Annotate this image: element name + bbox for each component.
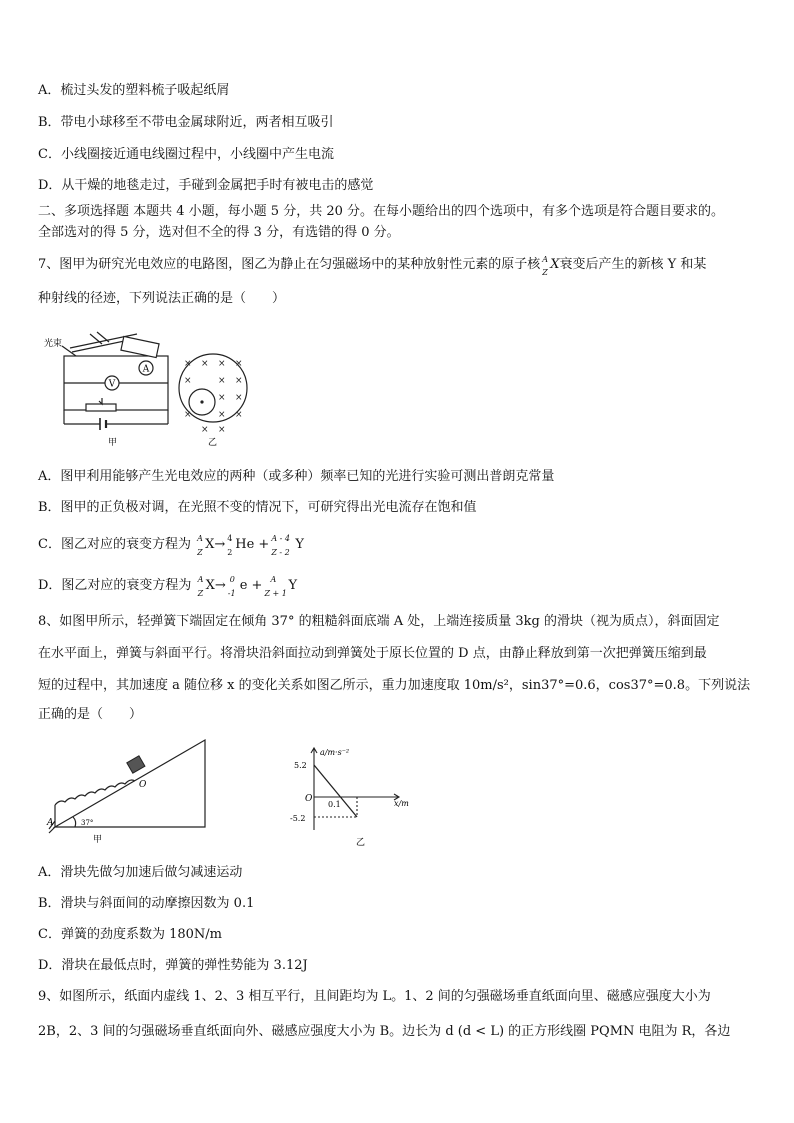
svg-text:×: × [218, 410, 226, 420]
q6-option-b: B．带电小球移至不带电金属球附近，两者相互吸引 [38, 115, 334, 130]
q8-stem-line4: 正确的是（ ） [38, 707, 143, 722]
svg-text:×: × [201, 359, 209, 369]
graph-origin: O [305, 794, 313, 804]
graph-y-label: a/m·s⁻² [320, 748, 350, 757]
graph-tick-bottom: -5.2 [290, 814, 306, 823]
q8-option-a: A．滑块先做匀加速后做匀减速运动 [38, 865, 243, 880]
q8-stem-line3: 短的过程中，其加速度 a 随位移 x 的变化关系如图乙所示，重力加速度取 10m/s²，sin37°=0.6，cos37°=0.8。下列说法 [38, 678, 751, 693]
spring-coil [55, 780, 135, 805]
q7-stem-line2: 种射线的径迹，下列说法正确的是（ ） [38, 291, 286, 306]
svg-text:×: × [235, 359, 243, 369]
q8-option-b: B．滑块与斜面间的动摩擦因数为 0.1 [38, 896, 255, 911]
svg-text:×: × [184, 359, 192, 369]
q8-stem-line2: 在水平面上，弹簧与斜面平行。将滑块沿斜面拉动到弹簧处于原长位置的 D 点，由静止释放到第一次把弹簧压缩到最 [38, 646, 707, 661]
q7-option-b: B．图甲的正负极对调，在光照不变的情况下，可研究得出光电流存在饱和值 [38, 500, 477, 515]
light-beam-label: 光束 [44, 339, 63, 349]
angle-label: 37° [81, 819, 94, 827]
q6-option-d: D．从干燥的地毯走过，手碰到金属把手时有被电击的感觉 [38, 178, 374, 193]
point-o-label: O [139, 780, 147, 790]
q8-acceleration-graph [280, 745, 420, 850]
voltmeter-label: V [108, 379, 116, 390]
svg-text:×: × [235, 376, 243, 386]
svg-text:×: × [218, 425, 226, 435]
svg-text:×: × [218, 393, 226, 403]
q9-stem-line1: 9、如图所示，纸面内虚线 1、2、3 相互平行，且间距均为 L。1、2 间的匀强磁场垂直纸面向里、磁感应强度大小为 [38, 989, 711, 1004]
figure-jia-caption: 甲 [93, 835, 103, 845]
figure-yi-caption: 乙 [356, 838, 366, 848]
magnetic-field-diagram [179, 354, 247, 435]
incline-triangle [55, 740, 205, 827]
svg-text:×: × [235, 410, 243, 420]
graph-tick-top: 5.2 [294, 761, 307, 770]
q7-figure [42, 328, 252, 453]
ammeter-label: A [142, 364, 150, 375]
q7-stem-line1: 7、图甲为研究光电效应的电路图，图乙为静止在匀强磁场中的某种放射性元素的原子核 A Z X衰变后产生的新核 Y 和某 [38, 255, 707, 277]
svg-text:×: × [184, 376, 192, 386]
figure-jia-caption: 甲 [108, 438, 118, 448]
q7-option-c: C．图乙对应的衰变方程为 A Z X→ 4 2 He + A - 4 Z - 2 Y [38, 534, 304, 557]
section2-instructions: 全部选对的得 5 分，选对但不全的得 3 分，有选错的得 0 分。 [38, 225, 400, 240]
q6-option-c: C．小线圈接近通电线圈过程中，小线圈中产生电流 [38, 147, 334, 162]
point-a-label: A [47, 818, 54, 828]
nucleus-notation: A Z [542, 255, 549, 277]
svg-text:×: × [184, 410, 192, 420]
svg-text:×: × [218, 376, 226, 386]
q8-incline-figure [45, 735, 215, 845]
q8-option-c: C．弹簧的劲度系数为 180N/m [38, 927, 222, 942]
q8-stem-line1: 8、如图甲所示，轻弹簧下端固定在倾角 37° 的粗糙斜面底端 A 处，上端连接质量 3kg 的滑块（视为质点），斜面固定 [38, 614, 720, 629]
graph-x-label: x/m [394, 799, 409, 808]
svg-text:×: × [218, 359, 226, 369]
q7-option-a: A．图甲利用能够产生光电效应的两种（或多种）频率已知的光进行实验可测出普朗克常量 [38, 469, 555, 484]
svg-text:×: × [201, 425, 209, 435]
q7-option-d: D．图乙对应的衰变方程为 A Z X→ 0 -1 e + A Z + 1 Y [38, 575, 298, 598]
figure-yi-caption: 乙 [208, 438, 218, 448]
q9-stem-line2: 2B，2、3 间的匀强磁场垂直纸面向外、磁感应强度大小为 B。边长为 d (d < L) 的正方形线圈 PQMN 电阻为 R，各边 [38, 1024, 731, 1039]
a-x-line [314, 765, 357, 817]
section2-heading: 二、多项选择题 本题共 4 小题，每小题 5 分，共 20 分。在每小题给出的四个选项中，有多个选项是符合题目要求的。 [38, 204, 725, 219]
q8-option-d: D．滑块在最低点时，弹簧的弹性势能为 3.12J [38, 958, 308, 973]
q6-option-a: A．梳过头发的塑料梳子吸起纸屑 [38, 83, 230, 98]
graph-tick-x: 0.1 [328, 800, 341, 809]
slider-block [127, 756, 145, 773]
svg-text:×: × [235, 393, 243, 403]
